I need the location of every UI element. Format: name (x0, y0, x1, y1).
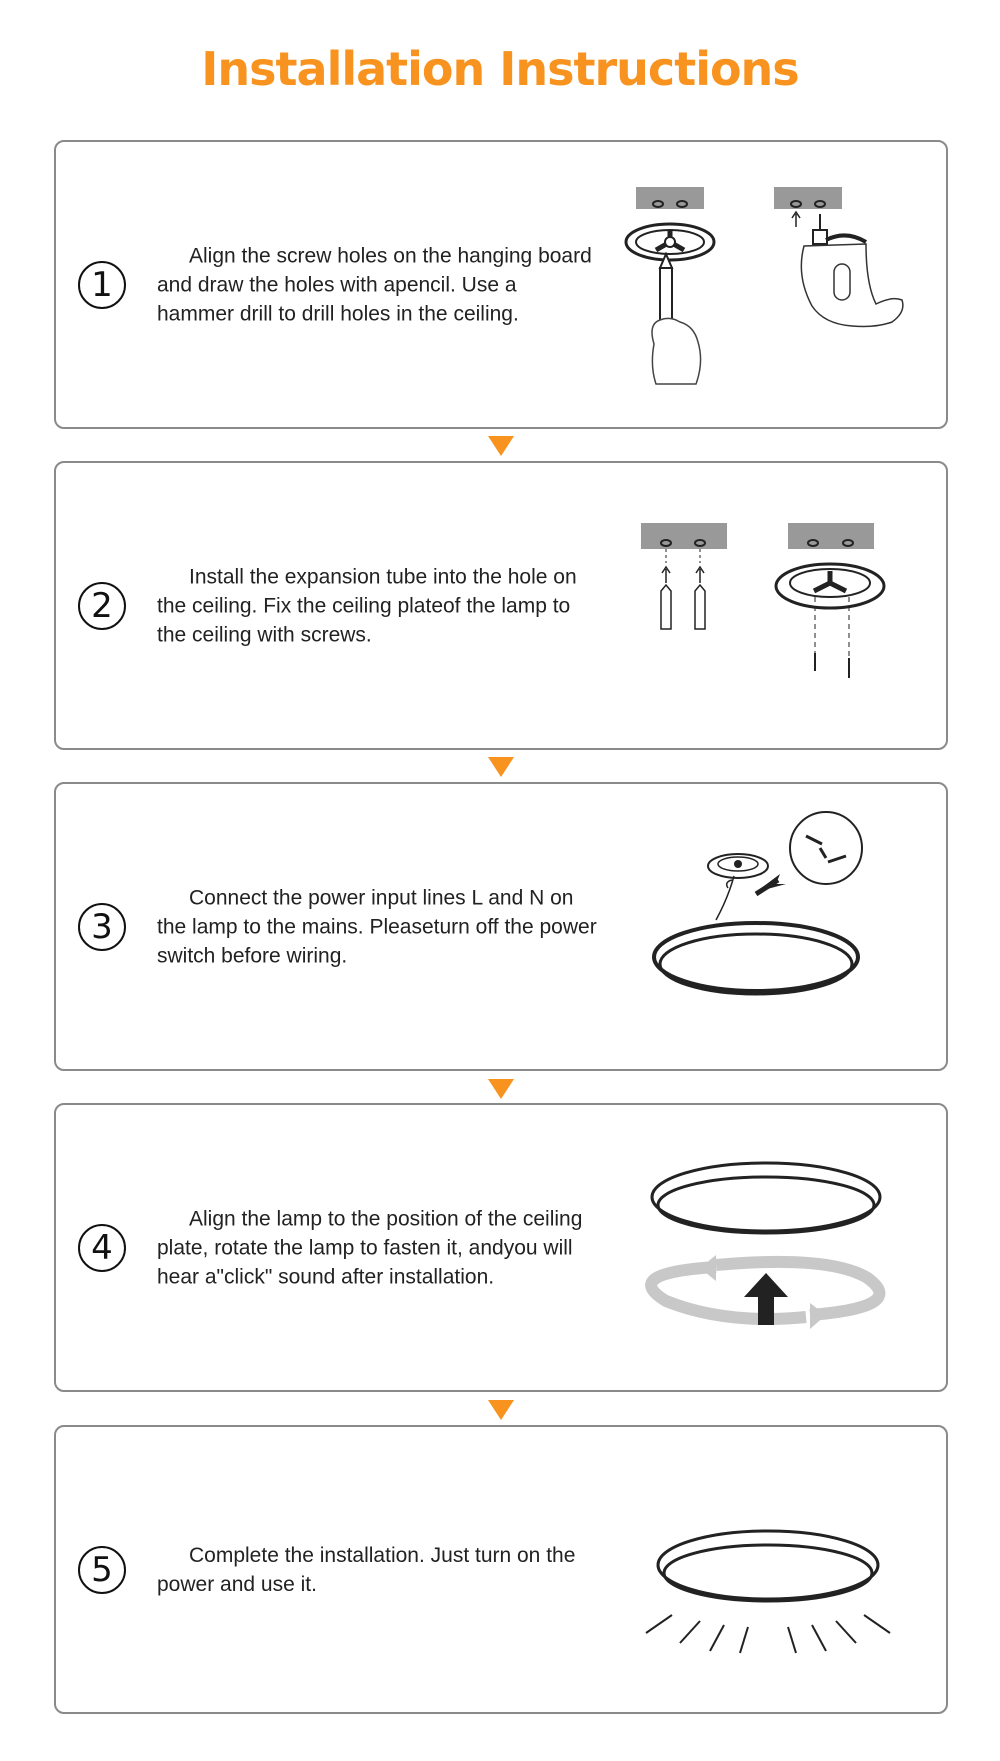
step-text-2: Install the expansion tube into the hole on the ceiling. Fix the ceiling plateof the lamp to the ceiling with screws. (157, 565, 577, 646)
step-card-3 (54, 782, 948, 1071)
step-5-illustration (616, 1447, 926, 1692)
step-card-5 (54, 1425, 948, 1714)
step-number-2: 2 (78, 582, 126, 630)
page-title: Installation Instructions (201, 42, 799, 96)
step-2-illustration (616, 483, 926, 728)
step-number-5: 5 (78, 1546, 126, 1594)
step-number-3: 3 (78, 903, 126, 951)
down-arrow-icon (488, 1400, 514, 1420)
step-3-illustration (616, 804, 926, 1049)
step-card-1 (54, 140, 948, 429)
step-card-2 (54, 461, 948, 750)
step-card-4 (54, 1103, 948, 1392)
step-text-5: Complete the installation. Just turn on the power and use it. (157, 1543, 576, 1596)
step-number-1: 1 (78, 261, 126, 309)
step-1-illustration (616, 162, 926, 407)
step-4-illustration (616, 1125, 926, 1370)
down-arrow-icon (488, 436, 514, 456)
down-arrow-icon (488, 1079, 514, 1099)
step-text-3: Connect the power input lines L and N on the lamp to the mains. Pleaseturn off the power switch before wiring. (157, 886, 597, 967)
down-arrow-icon (488, 757, 514, 777)
step-text-1: Align the screw holes on the hanging board and draw the holes with apencil. Use a hammer drill to drill holes in the ceiling. (157, 244, 592, 325)
step-number-4: 4 (78, 1224, 126, 1272)
step-text-4: Align the lamp to the position of the ceiling plate, rotate the lamp to fasten it, andyou will hear a"click" sound after installation. (157, 1207, 583, 1288)
